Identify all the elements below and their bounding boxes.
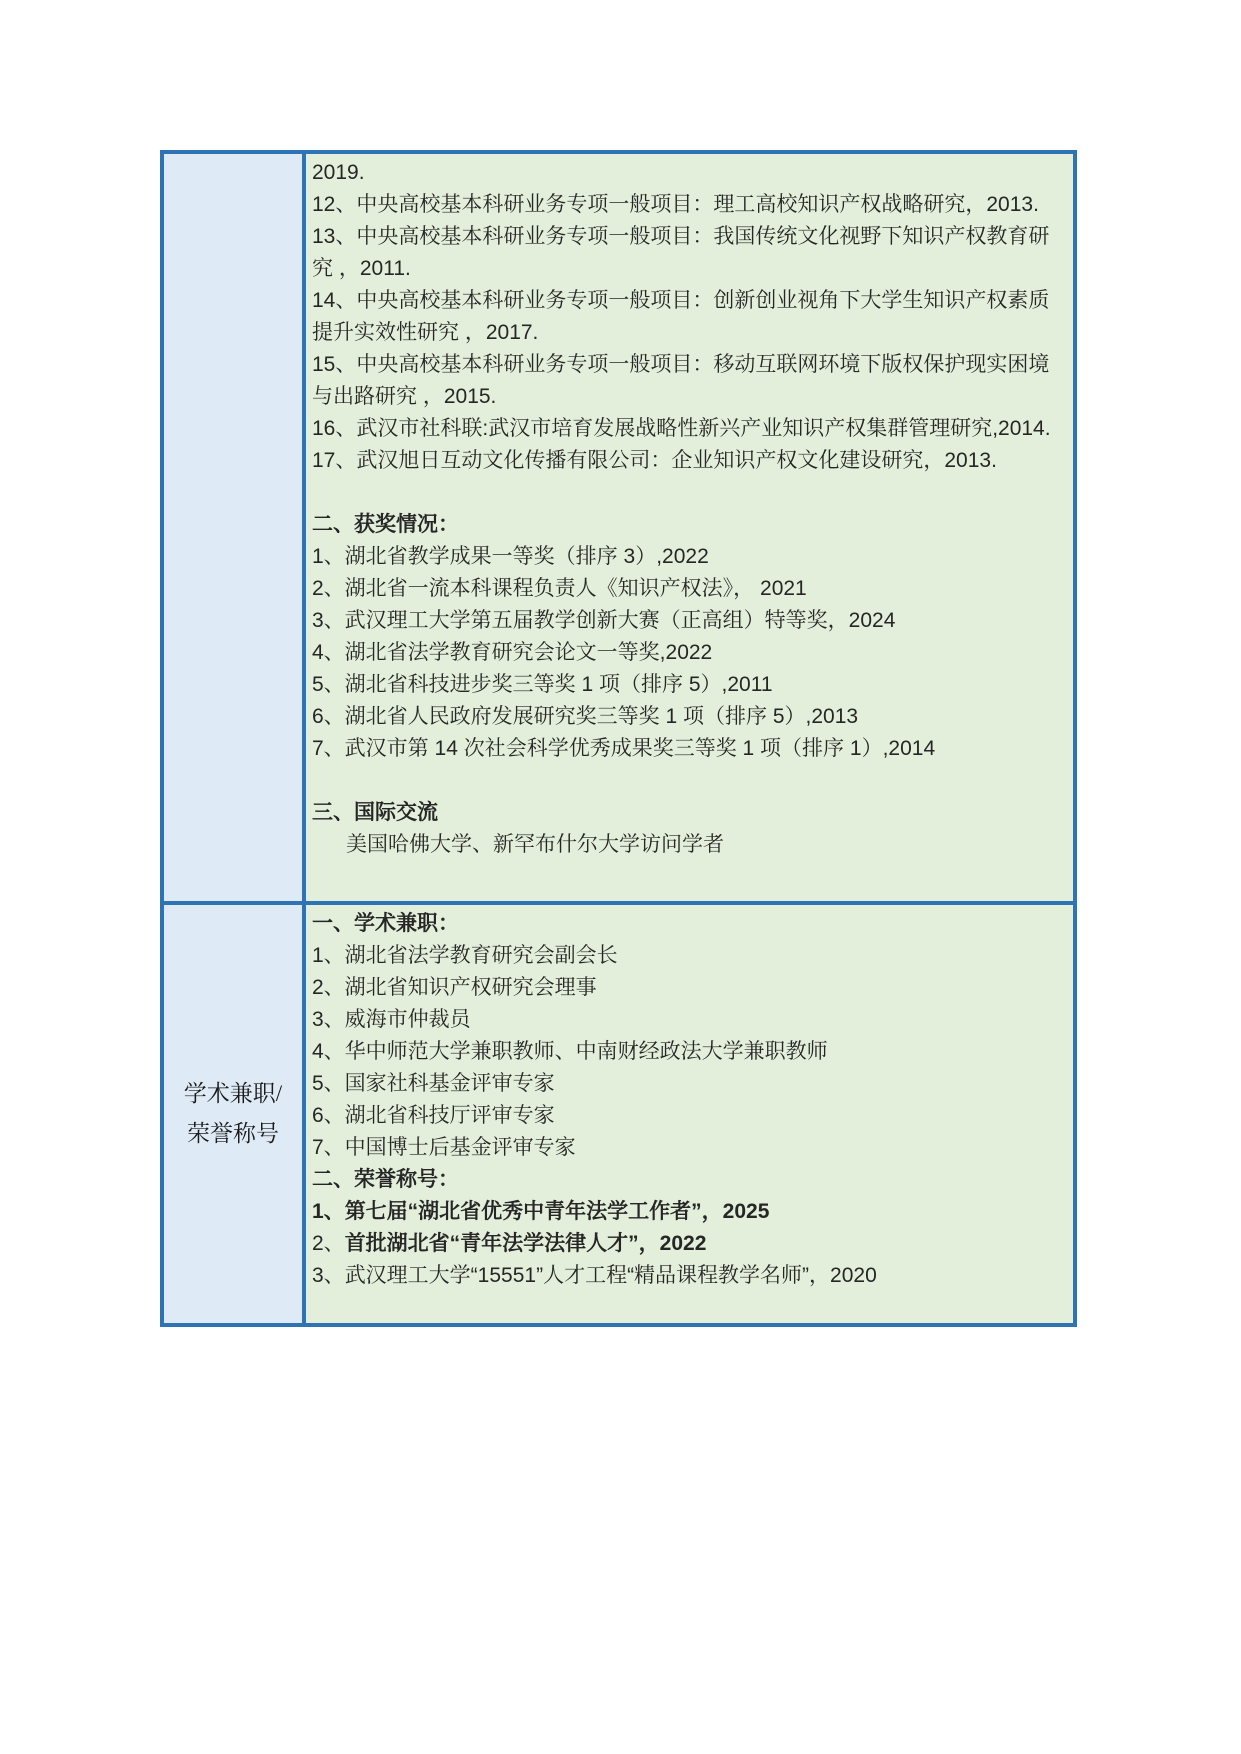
award-item: 4、湖北省法学教育研究会论文一等奖,2022 [312, 641, 713, 664]
award-item: 6、湖北省人民政府发展研究奖三等奖 1 项（排序 5）,2013 [312, 705, 859, 728]
international-exchange-heading: 三、国际交流 [312, 801, 438, 824]
honors-section-heading: 二、荣誉称号： [312, 1168, 459, 1191]
row-label-text: 荣誉称号 [187, 1121, 279, 1146]
position-item: 3、威海市仲裁员 [312, 1008, 471, 1031]
project-item: 16、武汉市社科联:武汉市培育发展战略性新兴产业知识产权集群管理研究,2014. [312, 417, 1051, 440]
honor-item [312, 1196, 1069, 1228]
project-item: 17、武汉旭日互动文化传播有限公司：企业知识产权文化建设研究，2013. [312, 449, 997, 472]
blank-line [312, 765, 1069, 797]
positions-section-heading: 一、学术兼职： [312, 912, 459, 935]
position-item: 7、中国博士后基金评审专家 [312, 1136, 576, 1159]
project-continuation-line: 2019. [312, 161, 365, 184]
profile-table [160, 150, 1077, 1327]
honor-item-text: 武汉理工大学“15551”人才工程“精品课程教学名师”，2020 [344, 1264, 877, 1287]
row-content-cell [306, 154, 1073, 901]
award-item: 7、武汉市第 14 次社会科学优秀成果奖三等奖 1 项（排序 1）,2014 [312, 737, 936, 760]
honor-item [312, 1228, 1069, 1260]
awards-section-heading: 二、获奖情况： [312, 513, 459, 536]
position-item: 6、湖北省科技厅评审专家 [312, 1104, 555, 1127]
award-item: 3、武汉理工大学第五届教学创新大赛（正高组）特等奖，2024 [312, 609, 896, 632]
project-item: 15、中央高校基本科研业务专项一般项目：移动互联网环境下版权保护现实困境与出路研究 ，2015. [312, 353, 1050, 408]
table-row-positions-honors [164, 901, 1073, 1323]
honor-item-number: 2、 [312, 1232, 345, 1255]
project-item: 13、中央高校基本科研业务专项一般项目：我国传统文化视野下知识产权教育研究 ，2011. [312, 225, 1050, 280]
table-row-projects-awards [164, 154, 1073, 901]
award-item: 1、湖北省教学成果一等奖（排序 3）,2022 [312, 545, 709, 568]
row-label-cell-empty [164, 154, 306, 901]
row-label-cell-positions-honors [164, 905, 306, 1323]
award-item: 5、湖北省科技进步奖三等奖 1 项（排序 5）,2011 [312, 673, 773, 696]
project-item: 14、中央高校基本科研业务专项一般项目：创新创业视角下大学生知识产权素质提升实效性研究 ，2017. [312, 289, 1050, 344]
project-item: 12、中央高校基本科研业务专项一般项目：理工高校知识产权战略研究，2013. [312, 193, 1039, 216]
row-content-cell [306, 905, 1073, 1323]
row-label-text: 学术兼职/ [183, 1081, 283, 1106]
position-item: 2、湖北省知识产权研究会理事 [312, 976, 597, 999]
international-exchange-item: 美国哈佛大学、新罕布什尔大学访问学者 [346, 833, 724, 856]
award-item: 2、湖北省一流本科课程负责人《知识产权法》， 2021 [312, 577, 807, 600]
position-item: 4、华中师范大学兼职教师、中南财经政法大学兼职教师 [312, 1040, 828, 1063]
position-item: 5、国家社科基金评审专家 [312, 1072, 555, 1095]
honor-item-number: 3、 [312, 1264, 345, 1287]
honor-item-text: 首批湖北省“青年法学法律人才”，2022 [344, 1232, 707, 1255]
honor-item-number: 1、 [312, 1200, 345, 1223]
honor-item-text: 第七届“湖北省优秀中青年法学工作者”，2025 [344, 1200, 770, 1223]
blank-line [312, 477, 1069, 509]
honor-item [312, 1260, 1069, 1292]
position-item: 1、湖北省法学教育研究会副会长 [312, 944, 618, 967]
